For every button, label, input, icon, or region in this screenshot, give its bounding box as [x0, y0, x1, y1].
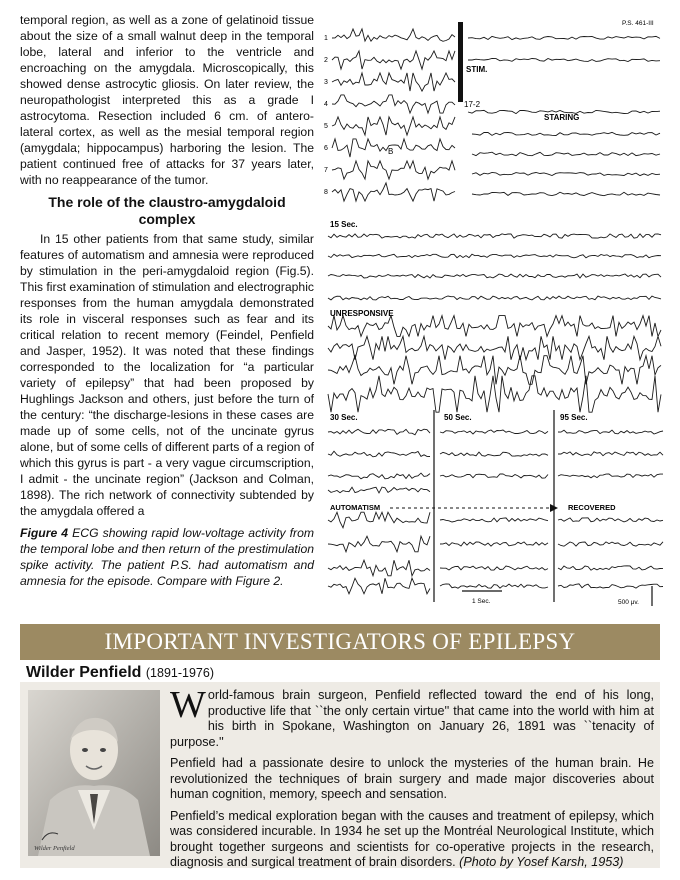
recovered-label: RECOVERED [568, 503, 616, 512]
channel-number: 8 [324, 189, 328, 196]
channel-number: 2 [324, 57, 328, 64]
eeg-trace-line [558, 452, 663, 456]
eeg-trace-line [472, 152, 660, 156]
amplitude-scale-label: 500 μv. [618, 599, 639, 606]
eeg-trace-line [468, 59, 660, 62]
eeg-trace-line [558, 474, 663, 478]
staring-label: STARING [544, 113, 580, 122]
time-label-15: 15 Sec. [330, 220, 358, 229]
eeg-trace-line [558, 430, 663, 434]
stim-label: STIM. [466, 65, 488, 74]
eeg-trace-line [328, 578, 430, 594]
eeg-trace-line [440, 542, 548, 546]
bio-years: (1891-1976) [145, 666, 214, 680]
bio-paragraph-1 [170, 684, 654, 750]
eeg-trace-line [468, 36, 660, 39]
channel-number: 6 [324, 145, 328, 152]
eeg-trace-line [440, 566, 548, 570]
bio-paragraph-1-text: orld-famous brain surgeon, Penfield reflected toward the end of his long, productive life that ``the only certain virtue'' that came into the world with him at his birth in Spokane, Washington on January 26, 1891 was ``tenacity of purpose.'' [170, 688, 654, 749]
time-scale-label: 1 Sec. [472, 598, 491, 605]
eeg-trace-line [558, 518, 663, 522]
bio-paragraph-2: Penfield had a passionate desire to unlock the mysteries of the human brain. He revolutionized the techniques of brain surgery and made major discoveries about human cognition, memory, speech and sensation. [170, 756, 654, 801]
eeg-trace-line [440, 584, 548, 588]
figure-caption [20, 525, 314, 589]
figure-id-label: P.S. 461-III [622, 20, 654, 27]
bio-box [20, 682, 660, 868]
eeg-trace-line [328, 560, 430, 576]
stimulation-marker [458, 22, 463, 102]
eeg-trace-line [440, 474, 548, 478]
electrode-label: 17-2 [464, 100, 481, 109]
eeg-trace-line [328, 512, 430, 528]
channel-number: 7 [324, 167, 328, 174]
bio-text [170, 684, 654, 877]
eeg-trace-line [328, 254, 661, 258]
article-body-paragraph: In 15 other patients from that same study, similar features of automatism and amnesia were reproduced by stimulation in the peri-amygdaloid region (Fig.5). This first examination of stimulation and electrographic responses from the human amygdala demonstrated its role in visceral responses such as fear and its critical relation to recent memory (Feindel, Penfield and Jasper, 1952). It was noted that these findings corresponded to the localization for “a particular variety of epilepsy” that had been proposed by Hughlings Jackson and others, just before the turn of the century: “the discharge-lesions in these cases are made up of some cells, not of the uncinate gyrus alone, but of some cells of different parts of a region of which this gyrus is part - a very vague circumscription, I admit - the uncinate region” (Jackson and Colman, 1898). The rich network of connectivity subtended by the amygdala offered a [20, 232, 314, 518]
eeg-trace-line [328, 316, 661, 337]
article-column [20, 12, 314, 589]
figure-caption-text: ECG showing rapid low-voltage activity from the temporal lobe and then return of the prestimulation spike activity. The patient P.S. had automatism and amnesia for the episode. Compare with Figure 2. [20, 526, 314, 588]
section-banner: IMPORTANT INVESTIGATORS OF EPILEPSY [20, 624, 660, 660]
eeg-trace-line [332, 139, 455, 157]
photo-signature: Wilder Penfield [34, 845, 75, 852]
eeg-trace-line [328, 376, 661, 412]
eeg-figure [322, 14, 668, 614]
figure-caption-label: Figure 4 [20, 526, 69, 540]
penfield-portrait-photo [28, 690, 160, 856]
eeg-trace-line [328, 336, 661, 359]
section-heading: The role of the claustro-amygdaloid complex [48, 194, 286, 227]
eeg-trace-line [332, 95, 455, 113]
eeg-trace-line [472, 132, 660, 135]
bio-name-row [26, 664, 214, 682]
eeg-trace-line [440, 518, 548, 522]
eeg-trace-line [332, 73, 455, 91]
eeg-trace-line [558, 584, 663, 588]
eeg-trace-line [558, 566, 663, 570]
eeg-trace-line [328, 234, 661, 238]
dropcap-letter: W [170, 684, 206, 726]
eeg-trace-line [332, 183, 455, 201]
eeg-trace-line [472, 172, 660, 175]
b-label: B [388, 147, 394, 156]
eeg-trace-line [328, 274, 661, 278]
eeg-trace-line [328, 296, 661, 300]
eeg-trace-line [328, 536, 430, 552]
time-label-95: 95 Sec. [560, 413, 588, 422]
channel-number: 5 [324, 123, 328, 130]
eeg-trace-line [328, 451, 430, 457]
eeg-trace-line [472, 192, 660, 196]
eeg-trace-line [332, 29, 455, 41]
channel-number: 1 [324, 35, 328, 42]
eeg-trace-line [332, 117, 455, 135]
eeg-trace-line [328, 487, 430, 493]
photo-credit: (Photo by Yosef Karsh, 1953) [459, 855, 624, 869]
automatism-label: AUTOMATISM [330, 503, 381, 512]
eeg-trace-line [328, 473, 430, 479]
eeg-trace-line [440, 452, 548, 456]
eeg-trace-line [440, 430, 548, 434]
eeg-trace-line [328, 429, 430, 435]
unresponsive-label: UNRESPONSIVE [330, 309, 394, 318]
time-label-50: 50 Sec. [444, 413, 472, 422]
bio-paragraph-3-text: Penfield’s medical exploration began with the causes and treatment of epilepsy, which was considered incurable. In 1934 he set up the Montréal Neurological Institute, which brought together surgeons and scientists for co-operative projects in the research, diagnosis and surgical treatment of brain disorders. [170, 808, 654, 869]
article-intro-paragraph: temporal region, as well as a zone of gelatinoid tissue about the size of a small walnut deep in the temporal lobe, lateral and inferior to the ventricle and encroaching on the amygdala. Microscopically, this showed dense astrocytic gliosis. On later review, the neuropathologist interpreted this as a grade I astrocytoma. Resection included 6 cm. of antero-lateral cortex, as well as the mesial temporal region (amygdala; hippocampus) harboring the lesion. The patient continued free of attacks for 37 years later, with no reappearance of the tumor. [20, 13, 314, 187]
time-label-30: 30 Sec. [330, 413, 358, 422]
channel-number: 4 [324, 101, 328, 108]
bio-name: Wilder Penfield [26, 664, 142, 681]
bio-paragraph-3 [170, 809, 654, 871]
channel-number: 3 [324, 79, 328, 86]
eeg-trace-line [558, 542, 663, 546]
eeg-trace-line [332, 161, 455, 179]
eeg-trace-line [332, 51, 455, 69]
